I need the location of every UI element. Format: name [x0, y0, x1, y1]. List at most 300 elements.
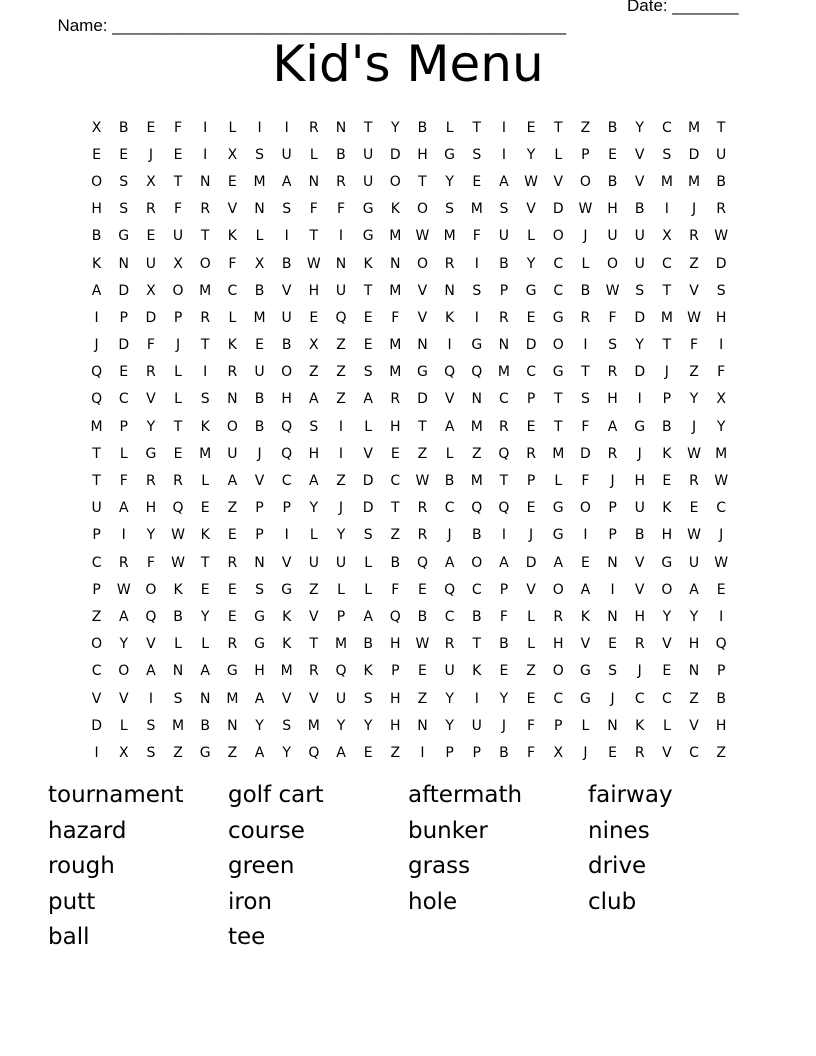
grid-letter: T	[391, 500, 400, 517]
grid-letter: I	[583, 527, 588, 544]
grid-letter: Z	[336, 364, 346, 381]
grid-letter: A	[254, 744, 265, 761]
grid-letter: N	[498, 337, 510, 354]
grid-letter: F	[146, 554, 155, 571]
grid-letter: R	[200, 201, 211, 218]
grid-letter: G	[552, 527, 564, 544]
grid-letter: T	[472, 636, 482, 653]
grid-letter: E	[227, 581, 237, 598]
grid-letter: J	[501, 717, 506, 734]
grid-letter: A	[499, 173, 509, 190]
grid-letter: R	[227, 364, 238, 381]
grid-letter: Z	[336, 391, 346, 408]
grid-letter: B	[471, 527, 482, 544]
grid-letter: P	[92, 527, 101, 544]
grid-letter: K	[200, 418, 210, 435]
grid-letter: L	[581, 255, 590, 272]
grid-letter: B	[662, 418, 672, 435]
name-field-label: Name: ________________________________________________	[57, 16, 567, 35]
grid-letter: R	[118, 554, 129, 571]
grid-letter: G	[145, 445, 157, 462]
grid-letter: C	[471, 581, 482, 598]
grid-letter: D	[362, 500, 374, 517]
grid-letter: B	[634, 201, 645, 218]
grid-letter: T	[173, 418, 183, 435]
grid-letter: V	[281, 690, 292, 707]
grid-letter: T	[716, 119, 726, 136]
grid-letter: P	[445, 744, 454, 761]
grid-letter: D	[91, 717, 102, 734]
grid-letter: E	[608, 744, 617, 761]
grid-letter: I	[284, 228, 289, 245]
grid-letter: J	[637, 663, 642, 680]
grid-letter: D	[145, 309, 157, 326]
grid-letter: T	[581, 364, 590, 381]
grid-letter: I	[284, 527, 289, 544]
grid-letter: H	[715, 309, 727, 326]
grid-letter: E	[255, 337, 264, 354]
grid-letter: V	[254, 473, 265, 490]
grid-letter: O	[416, 255, 428, 272]
grid-letter: K	[200, 527, 210, 544]
grid-letter: O	[389, 173, 401, 190]
grid-letter: P	[255, 527, 264, 544]
grid-letter: F	[717, 364, 726, 381]
grid-letter: V	[118, 690, 129, 707]
grid-letter: I	[121, 527, 126, 544]
grid-letter: O	[579, 500, 591, 517]
grid-letter: R	[444, 636, 455, 653]
grid-letter: C	[553, 690, 564, 707]
grid-letter: Z	[390, 527, 401, 544]
grid-letter: L	[445, 119, 454, 136]
grid-letter: J	[719, 527, 724, 544]
grid-letter: T	[309, 228, 319, 245]
grid-letter: G	[444, 146, 456, 163]
grid-letter: Y	[391, 119, 400, 136]
grid-letter: N	[254, 554, 265, 571]
grid-letter: W	[687, 309, 701, 326]
word-list-item: drive	[588, 853, 647, 879]
grid-letter: U	[634, 500, 645, 517]
grid-letter: H	[390, 690, 401, 707]
grid-letter: U	[688, 554, 700, 571]
grid-letter: V	[634, 581, 645, 598]
grid-letter: C	[227, 282, 238, 299]
grid-letter: V	[363, 445, 373, 462]
grid-letter: I	[501, 119, 506, 136]
grid-letter: M	[199, 445, 212, 462]
grid-letter: D	[118, 282, 130, 299]
grid-letter: U	[471, 717, 482, 734]
grid-letter: X	[91, 119, 102, 136]
grid-letter: P	[581, 146, 590, 163]
grid-letter: M	[687, 119, 701, 136]
grid-letter: L	[364, 581, 373, 598]
grid-letter: E	[92, 146, 101, 163]
grid-letter: K	[363, 255, 373, 272]
grid-letter: L	[174, 636, 182, 653]
grid-letter: U	[498, 228, 510, 245]
grid-letter: D	[634, 364, 646, 381]
word-list-item: bunker	[408, 817, 488, 844]
grid-letter: J	[610, 690, 615, 707]
grid-letter: S	[119, 173, 129, 190]
grid-letter: T	[662, 282, 672, 299]
grid-letter: I	[474, 255, 479, 272]
grid-letter: B	[254, 391, 265, 408]
grid-letter: X	[553, 744, 564, 761]
grid-letter: B	[634, 527, 645, 544]
grid-letter: L	[337, 581, 345, 598]
grid-letter: R	[308, 663, 319, 680]
grid-letter: D	[118, 337, 130, 354]
grid-letter: U	[281, 146, 292, 163]
grid-letter: R	[390, 391, 401, 408]
grid-letter: M	[172, 717, 185, 734]
grid-letter: P	[716, 663, 726, 680]
grid-letter: B	[716, 690, 726, 707]
grid-letter: S	[363, 690, 373, 707]
grid-letter: B	[200, 717, 210, 734]
grid-letter: K	[91, 255, 102, 272]
grid-letter: C	[91, 663, 102, 680]
grid-letter: A	[200, 663, 210, 680]
grid-letter: C	[661, 690, 672, 707]
grid-letter: V	[91, 690, 102, 707]
grid-letter: I	[501, 527, 506, 544]
grid-letter: V	[227, 201, 238, 218]
grid-letter: I	[338, 418, 344, 435]
grid-letter: E	[662, 473, 672, 490]
grid-letter: L	[119, 445, 128, 462]
grid-letter: Q	[444, 364, 456, 381]
grid-letter: U	[716, 146, 727, 163]
grid-letter: V	[444, 391, 455, 408]
grid-letter: U	[281, 309, 292, 326]
grid-letter: B	[254, 418, 265, 435]
grid-letter: O	[552, 581, 564, 598]
word-list-item: aftermath	[408, 782, 523, 808]
word-list-item: club	[588, 888, 637, 915]
grid-letter: E	[689, 500, 699, 517]
grid-letter: G	[579, 690, 591, 707]
grid-letter: B	[91, 228, 102, 245]
grid-letter: I	[474, 690, 479, 707]
grid-letter: J	[691, 418, 697, 435]
grid-letter: Z	[227, 500, 238, 517]
grid-letter: B	[607, 173, 618, 190]
grid-letter: G	[362, 201, 374, 218]
grid-letter: G	[661, 554, 673, 571]
grid-letter: R	[173, 473, 183, 490]
grid-letter: E	[716, 581, 726, 598]
grid-letter: U	[335, 554, 347, 571]
grid-letter: K	[227, 337, 237, 354]
grid-letter: N	[254, 201, 265, 218]
grid-letter: B	[363, 636, 373, 653]
grid-letter: K	[173, 581, 183, 598]
grid-letter: E	[526, 418, 536, 435]
grid-letter: R	[227, 554, 238, 571]
grid-letter: E	[526, 119, 536, 136]
grid-letter: W	[605, 282, 620, 299]
grid-letter: H	[390, 636, 401, 653]
grid-letter: E	[227, 527, 237, 544]
grid-letter: Z	[689, 690, 699, 707]
grid-letter: R	[634, 636, 645, 653]
grid-letter: T	[418, 418, 427, 435]
grid-letter: R	[607, 364, 618, 381]
grid-letter: M	[660, 173, 673, 190]
grid-letter: N	[118, 255, 129, 272]
grid-letter: A	[580, 581, 591, 598]
grid-letter: Y	[499, 690, 509, 707]
grid-letter: H	[91, 201, 102, 218]
word-list-item: course	[228, 817, 305, 844]
grid-letter: Q	[281, 445, 293, 462]
grid-letter: A	[254, 690, 265, 707]
grid-letter: N	[444, 282, 455, 299]
grid-letter: Q	[416, 554, 428, 571]
grid-letter: T	[553, 119, 563, 136]
grid-letter: W	[171, 554, 185, 571]
grid-letter: A	[146, 663, 156, 680]
grid-letter: I	[719, 337, 724, 354]
grid-letter: E	[662, 663, 672, 680]
grid-letter: C	[444, 500, 455, 517]
grid-letter: S	[608, 663, 617, 680]
grid-letter: L	[201, 636, 210, 653]
grid-letter: E	[526, 309, 536, 326]
grid-letter: E	[119, 364, 129, 381]
grid-letter: E	[608, 636, 617, 653]
grid-letter: N	[607, 608, 618, 625]
letter-grid	[83, 114, 735, 767]
grid-letter: I	[664, 201, 669, 218]
grid-letter: E	[363, 744, 373, 761]
grid-letter: P	[282, 500, 291, 517]
grid-letter: R	[200, 309, 211, 326]
grid-letter: H	[308, 445, 320, 462]
grid-letter: P	[499, 581, 509, 598]
grid-letter: Y	[119, 636, 129, 653]
grid-letter: Y	[336, 717, 346, 734]
grid-letter: V	[281, 554, 292, 571]
grid-letter: B	[444, 473, 455, 490]
grid-letter: Y	[635, 337, 644, 354]
grid-letter: U	[145, 255, 157, 272]
word-list-item: golf cart	[228, 782, 324, 808]
grid-letter: A	[689, 581, 699, 598]
word-list-item: rough	[48, 853, 115, 879]
grid-letter: S	[200, 391, 210, 408]
grid-letter: T	[499, 473, 509, 490]
grid-letter: H	[607, 391, 618, 408]
grid-letter: L	[662, 717, 671, 734]
grid-letter: X	[662, 228, 672, 245]
grid-letter: B	[417, 119, 428, 136]
grid-letter: D	[362, 473, 374, 490]
grid-letter: S	[716, 282, 726, 299]
grid-letter: H	[390, 717, 401, 734]
grid-letter: O	[416, 201, 428, 218]
grid-letter: Z	[417, 445, 428, 462]
grid-letter: P	[119, 418, 128, 435]
grid-letter: S	[580, 391, 590, 408]
grid-letter: A	[91, 282, 102, 299]
grid-letter: J	[257, 445, 262, 462]
grid-letter: A	[363, 391, 373, 408]
grid-letter: P	[255, 500, 264, 517]
grid-letter: D	[525, 554, 537, 571]
grid-letter: X	[173, 255, 183, 272]
grid-letter: F	[527, 744, 536, 761]
grid-letter: P	[391, 663, 400, 680]
grid-letter: M	[199, 282, 212, 299]
grid-letter: N	[335, 255, 347, 272]
grid-letter: F	[309, 201, 318, 218]
grid-letter: Y	[336, 527, 346, 544]
grid-letter: M	[389, 364, 402, 381]
grid-letter: S	[146, 744, 156, 761]
grid-letter: P	[554, 717, 563, 734]
grid-letter: O	[91, 636, 103, 653]
grid-letter: J	[583, 228, 588, 245]
grid-letter: U	[363, 146, 374, 163]
grid-letter: C	[526, 364, 536, 381]
grid-letter: Q	[471, 500, 483, 517]
grid-letter: B	[336, 146, 346, 163]
grid-letter: O	[199, 255, 211, 272]
grid-letter: V	[634, 554, 645, 571]
grid-letter: B	[281, 337, 292, 354]
grid-letter: F	[336, 201, 346, 218]
grid-letter: M	[389, 228, 402, 245]
grid-letter: Y	[445, 173, 454, 190]
grid-letter: E	[499, 663, 509, 680]
grid-letter: T	[363, 282, 373, 299]
grid-letter: C	[689, 744, 699, 761]
grid-letter: X	[118, 744, 129, 761]
grid-letter: Z	[526, 663, 536, 680]
grid-letter: F	[608, 309, 617, 326]
grid-letter: I	[420, 744, 425, 761]
grid-letter: E	[363, 337, 373, 354]
grid-letter: B	[580, 282, 591, 299]
grid-letter: A	[118, 608, 129, 625]
grid-letter: U	[254, 364, 265, 381]
grid-letter: K	[580, 608, 590, 625]
grid-letter: G	[226, 663, 238, 680]
grid-letter: I	[94, 744, 99, 761]
word-list-item: fairway	[588, 782, 673, 808]
grid-letter: V	[417, 282, 428, 299]
grid-letter: P	[526, 473, 536, 490]
grid-letter: I	[583, 337, 588, 354]
grid-letter: O	[145, 581, 157, 598]
grid-letter: R	[499, 309, 509, 326]
grid-letter: C	[661, 119, 672, 136]
grid-letter: E	[608, 146, 617, 163]
grid-letter: N	[199, 690, 211, 707]
grid-letter: Z	[689, 364, 699, 381]
grid-letter: W	[714, 473, 729, 490]
grid-letter: G	[254, 636, 265, 653]
grid-letter: A	[118, 500, 129, 517]
grid-letter: Q	[498, 500, 510, 517]
grid-letter: D	[715, 255, 727, 272]
grid-letter: X	[254, 255, 265, 272]
grid-letter: K	[282, 608, 292, 625]
grid-letter: H	[417, 146, 428, 163]
grid-letter: E	[119, 146, 129, 163]
grid-letter: M	[443, 228, 456, 245]
grid-letter: U	[91, 500, 102, 517]
grid-letter: O	[91, 173, 103, 190]
grid-letter: P	[608, 500, 617, 517]
grid-letter: D	[417, 391, 428, 408]
grid-letter: Y	[309, 500, 319, 517]
grid-letter: Z	[227, 744, 238, 761]
grid-letter: Y	[445, 690, 454, 707]
grid-letter: F	[581, 473, 590, 490]
grid-letter: S	[146, 717, 156, 734]
grid-letter: B	[173, 608, 183, 625]
grid-letter: J	[148, 146, 153, 163]
grid-letter: P	[499, 282, 509, 299]
grid-letter: G	[471, 337, 483, 354]
grid-letter: Q	[715, 636, 727, 653]
grid-letter: G	[362, 228, 374, 245]
grid-letter: E	[173, 445, 183, 462]
grid-letter: Z	[336, 337, 346, 354]
grid-letter: V	[309, 690, 319, 707]
grid-letter: O	[661, 581, 673, 598]
grid-letter: U	[227, 445, 238, 462]
grid-letter: Y	[146, 418, 156, 435]
word-list-item: hole	[408, 888, 458, 915]
grid-letter: V	[281, 282, 292, 299]
grid-letter: C	[716, 500, 727, 517]
grid-letter: I	[610, 581, 615, 598]
grid-letter: W	[714, 554, 729, 571]
grid-letter: S	[635, 282, 645, 299]
grid-letter: R	[580, 309, 591, 326]
word-list-item: green	[228, 853, 295, 879]
grid-letter: E	[227, 173, 237, 190]
grid-letter: A	[607, 418, 618, 435]
grid-letter: W	[524, 173, 538, 190]
grid-letter: X	[227, 146, 238, 163]
grid-letter: J	[94, 337, 99, 354]
grid-letter: O	[226, 418, 238, 435]
grid-letter: A	[309, 391, 319, 408]
grid-letter: Z	[309, 581, 319, 598]
grid-letter: Y	[689, 608, 699, 625]
grid-letter: V	[417, 309, 428, 326]
grid-letter: R	[607, 445, 618, 462]
grid-letter: H	[254, 663, 265, 680]
grid-letter: M	[470, 473, 483, 490]
grid-letter: Y	[662, 608, 672, 625]
grid-letter: B	[471, 608, 482, 625]
grid-letter: D	[634, 309, 646, 326]
grid-letter: T	[553, 391, 563, 408]
grid-letter: R	[146, 473, 156, 490]
grid-letter: P	[336, 608, 346, 625]
grid-letter: Y	[255, 717, 264, 734]
